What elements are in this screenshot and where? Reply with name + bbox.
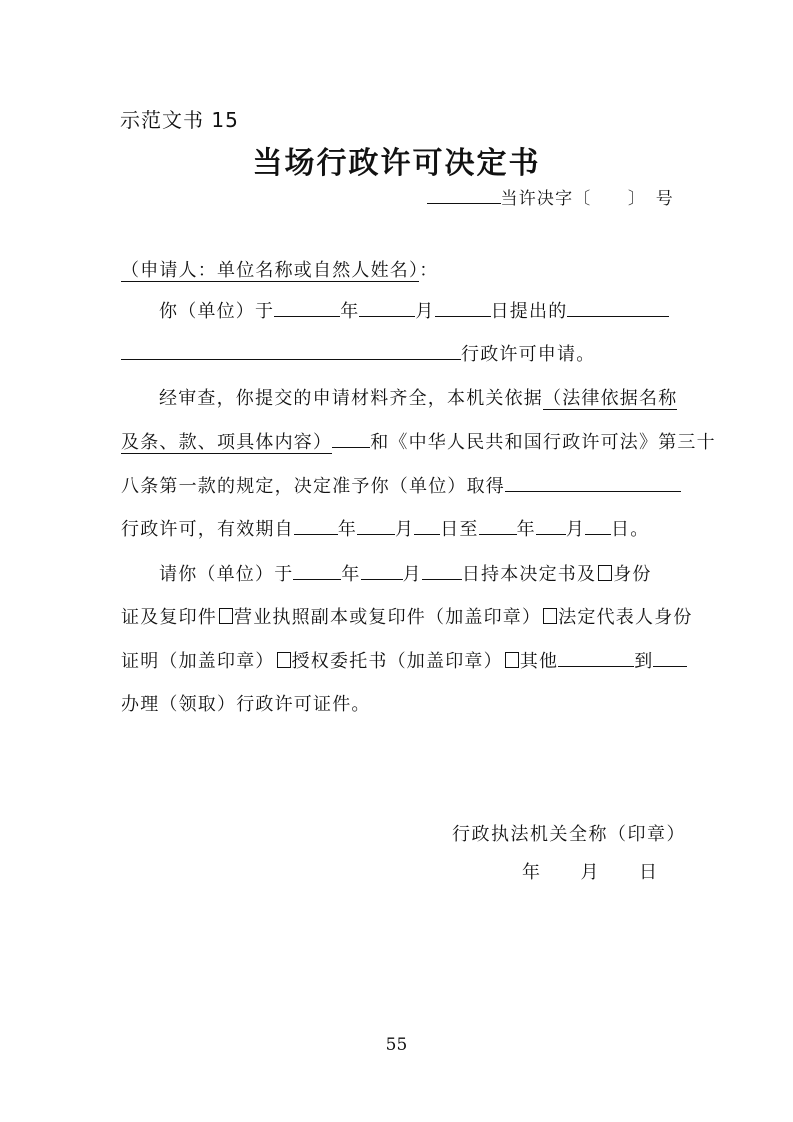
p2-text-b: 和《中华人民共和国行政许可法》第三十 bbox=[370, 432, 716, 453]
issuing-authority-seal: 行政执法机关全称（印章） bbox=[452, 824, 686, 845]
p3-text-l: 到 bbox=[634, 651, 654, 672]
legal-representative-checkbox[interactable] bbox=[543, 608, 557, 624]
p3-text-j: 授权委托书（加盖印章） bbox=[291, 651, 503, 672]
p3-text-g: 营业执照副本或复印件（加盖印章） bbox=[234, 607, 542, 628]
blank-application bbox=[567, 298, 669, 317]
document-label: 示范文书 15 bbox=[120, 108, 239, 132]
p2-text-h: 年 bbox=[516, 519, 536, 540]
applicant-colon: ： bbox=[419, 260, 439, 281]
p3-text-e: 身份 bbox=[613, 564, 652, 585]
other-checkbox[interactable] bbox=[505, 652, 519, 668]
document-prefix-blank bbox=[427, 185, 501, 204]
p2-text-d: 行政许可，有效期自 bbox=[121, 519, 294, 540]
blank-valid-from-day bbox=[414, 516, 440, 535]
p1-text-b: 年 bbox=[340, 301, 360, 322]
blank-pickup-month bbox=[361, 561, 403, 580]
applicant-line bbox=[121, 256, 674, 286]
p2-text-i: 月 bbox=[565, 519, 586, 540]
p3-text-m: 办理（领取）行政许可证件。 bbox=[121, 694, 371, 715]
blank-valid-to-month bbox=[536, 516, 566, 535]
p3-text-c: 月 bbox=[402, 564, 422, 585]
p1-text-a: 你（单位）于 bbox=[159, 301, 275, 322]
legal-basis-placeholder-1: （法律依据名称 bbox=[543, 388, 678, 409]
paragraph-3-line-3 bbox=[121, 647, 674, 677]
blank-day bbox=[435, 298, 491, 317]
blank-application-cont bbox=[121, 341, 461, 360]
p1-text-c: 月 bbox=[415, 301, 435, 322]
p2-text-f: 月 bbox=[395, 519, 415, 540]
blank-valid-to-day bbox=[585, 516, 611, 535]
blank-year bbox=[274, 298, 340, 317]
id-card-checkbox[interactable] bbox=[598, 565, 612, 581]
p3-text-i: 证明（加盖印章） bbox=[121, 651, 275, 672]
paragraph-2-line-3 bbox=[121, 472, 674, 502]
p2-text-g: 日至 bbox=[440, 519, 479, 540]
blank-valid-from-month bbox=[357, 516, 395, 535]
applicant-placeholder: （申请人：单位名称或自然人姓名） bbox=[121, 260, 420, 281]
power-of-attorney-checkbox[interactable] bbox=[277, 652, 291, 668]
p2-text-j: 日。 bbox=[611, 519, 650, 540]
page-number: 55 bbox=[385, 1035, 408, 1055]
blank-other-documents bbox=[558, 648, 634, 667]
p2-text-e: 年 bbox=[337, 519, 358, 540]
paragraph-2-line-1 bbox=[121, 384, 678, 414]
paragraph-3-line-4 bbox=[121, 690, 674, 720]
p3-text-b: 年 bbox=[341, 564, 361, 585]
p3-text-f: 证及复印件 bbox=[121, 607, 217, 628]
document-number-line bbox=[121, 184, 674, 214]
legal-basis-placeholder-2: 及条、款、项具体内容） bbox=[121, 432, 333, 453]
signature-date: 年 月 日 bbox=[522, 862, 659, 883]
paragraph-3-line-1 bbox=[121, 560, 674, 590]
document-title: 当场行政许可决定书 bbox=[252, 146, 541, 181]
p3-text-k: 其他 bbox=[519, 651, 559, 672]
blank-valid-from-year bbox=[294, 516, 338, 535]
paragraph-2-line-4 bbox=[121, 515, 674, 545]
p3-text-a: 请你（单位）于 bbox=[159, 564, 294, 585]
p3-text-d: 日持本决定书及 bbox=[461, 564, 597, 585]
paragraph-1-line-1 bbox=[121, 297, 674, 327]
document-number: 当许决字〔 〕 号 bbox=[500, 189, 674, 209]
p2-text-a: 经审查，你提交的申请材料齐全，本机关依据 bbox=[159, 388, 543, 409]
p1-text-e: 行政许可申请。 bbox=[461, 344, 596, 365]
paragraph-1-line-2 bbox=[121, 340, 674, 370]
blank-valid-to-year bbox=[479, 516, 517, 535]
blank-permit-name bbox=[505, 473, 681, 492]
blank-pickup-location bbox=[653, 648, 687, 667]
blank-legal-basis bbox=[332, 429, 370, 448]
p1-text-d: 日提出的 bbox=[490, 301, 568, 322]
p3-text-h: 法定代表人身份 bbox=[558, 607, 693, 628]
blank-pickup-year bbox=[293, 561, 341, 580]
p2-text-c: 八条第一款的规定，决定准予你（单位）取得 bbox=[121, 476, 505, 497]
paragraph-2-line-2 bbox=[121, 428, 716, 458]
business-license-checkbox[interactable] bbox=[219, 608, 233, 624]
paragraph-3-line-2 bbox=[121, 603, 693, 633]
blank-month bbox=[359, 298, 415, 317]
blank-pickup-day bbox=[422, 561, 462, 580]
